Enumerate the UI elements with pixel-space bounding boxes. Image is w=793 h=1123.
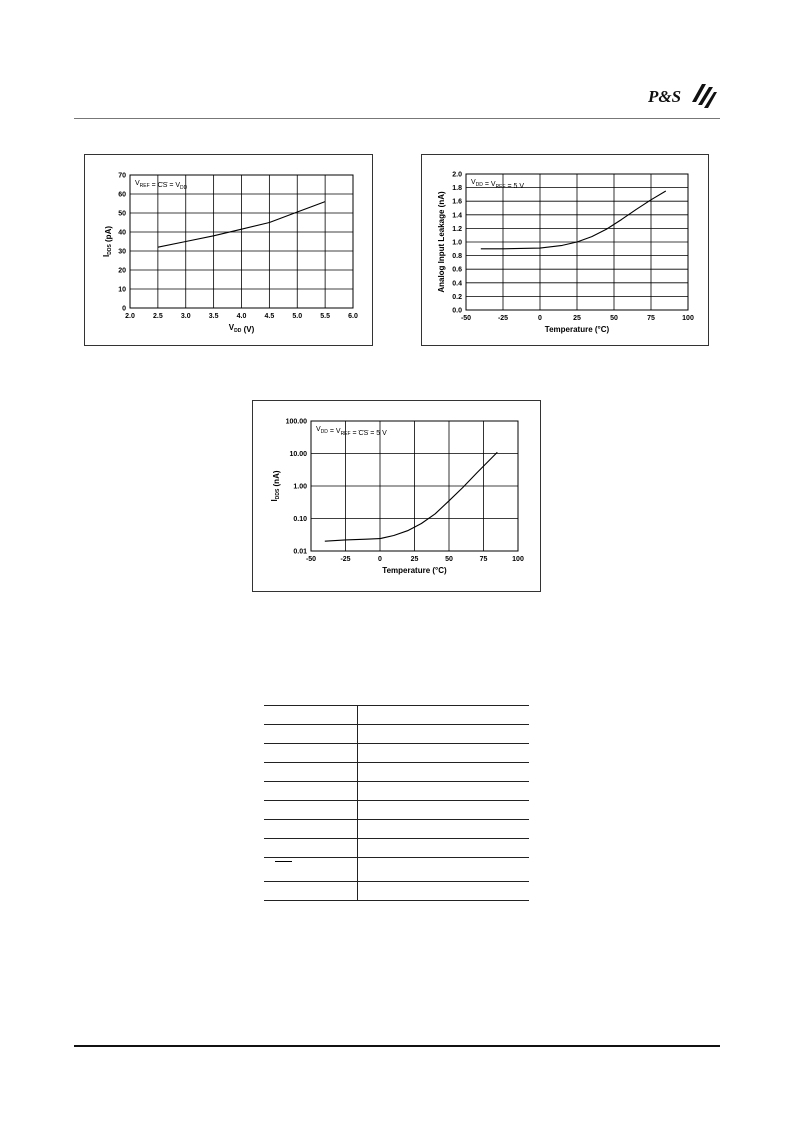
table-cell-name xyxy=(264,858,358,882)
x-tick-label: -25 xyxy=(340,556,351,563)
x-axis-label: Temperature (°C) xyxy=(544,325,610,334)
table-row xyxy=(264,744,529,763)
x-tick-label: 2.0 xyxy=(125,313,135,320)
y-tick-label: 0.10 xyxy=(293,516,307,523)
y-tick-label: 70 xyxy=(118,172,126,180)
x-tick-label: 0 xyxy=(378,556,382,563)
x-tick-label: 100 xyxy=(512,556,524,563)
table-cell-value xyxy=(358,763,530,782)
y-tick-label: 1.6 xyxy=(452,198,462,206)
x-tick-label: 75 xyxy=(647,315,655,322)
x-tick-label: 25 xyxy=(573,315,581,322)
x-tick-label: -50 xyxy=(305,556,317,563)
x-axis-label: $V_{DD}$ (V) xyxy=(228,323,255,334)
table-row xyxy=(264,858,529,882)
x-tick-label: 2.5 xyxy=(153,313,163,320)
y-tick-label: 10 xyxy=(118,286,126,294)
chart-analog-input-leakage xyxy=(421,154,709,346)
table-cell-name xyxy=(264,839,358,858)
y-tick-label: 0.01 xyxy=(293,548,307,556)
chart-analog-input-leakage-svg xyxy=(422,155,710,347)
x-tick-label: 50 xyxy=(445,556,453,563)
x-tick-label: 50 xyxy=(610,315,618,322)
table-cell-name xyxy=(264,882,358,901)
y-tick-label: 0.0 xyxy=(452,307,462,315)
table-cell-name xyxy=(264,725,358,744)
x-tick-label: 6.0 xyxy=(348,313,358,320)
y-tick-label: 1.2 xyxy=(452,225,462,233)
x-tick-label: -25 xyxy=(497,315,509,322)
y-tick-label: 2.0 xyxy=(452,171,462,179)
y-tick-label: 40 xyxy=(118,229,126,237)
y-tick-label: 1.00 xyxy=(293,483,307,491)
table-cell-name xyxy=(264,706,358,725)
chart-idds-vs-temperature-svg xyxy=(253,401,542,593)
y-tick-label: 1.4 xyxy=(452,212,462,220)
table-row xyxy=(264,725,529,744)
y-tick-label: 10.00 xyxy=(289,451,307,458)
series-line xyxy=(481,191,666,249)
x-tick-label: 4.0 xyxy=(236,313,247,320)
table-row xyxy=(264,839,529,858)
series-line xyxy=(325,452,498,541)
table-cell-value xyxy=(358,839,530,858)
chart-idds-vs-vdd-svg xyxy=(85,155,374,347)
x-tick-label: 3.5 xyxy=(208,313,219,320)
y-tick-label: 20 xyxy=(118,267,126,275)
x-tick-label: 75 xyxy=(479,556,488,563)
specification-table xyxy=(264,705,529,901)
header-divider xyxy=(74,118,720,119)
x-tick-label: 25 xyxy=(410,556,419,563)
table-cell-name xyxy=(264,820,358,839)
y-tick-label: 100.00 xyxy=(285,418,307,426)
x-tick-label: 5.0 xyxy=(292,313,303,320)
y-axis-label: Analog Input Leakage (nA) xyxy=(437,191,446,293)
chart-annotation: $V_{DD} = V_{REF} = 5$ V xyxy=(471,179,525,190)
table-cell-name xyxy=(264,744,358,763)
table-row xyxy=(264,782,529,801)
overbar-mark xyxy=(275,861,292,862)
table-row xyxy=(264,820,529,839)
y-tick-label: 0.8 xyxy=(452,253,462,261)
table-cell-value xyxy=(358,744,530,763)
x-tick-label: -50 xyxy=(460,315,472,322)
y-tick-label: 60 xyxy=(118,191,126,199)
table-cell-name xyxy=(264,763,358,782)
table-cell-value xyxy=(358,820,530,839)
y-axis-label: $I_{DDS}$ (pA) xyxy=(102,225,113,258)
x-tick-label: 100 xyxy=(682,315,694,322)
table-cell-value xyxy=(358,706,530,725)
table-row xyxy=(264,706,529,725)
x-tick-label: 0 xyxy=(538,315,542,322)
y-tick-label: 1.0 xyxy=(452,239,462,247)
y-tick-label: 0.2 xyxy=(452,293,462,301)
table-cell-value xyxy=(358,801,530,820)
ps-logo xyxy=(646,80,718,112)
chart-annotation: $V_{DD} = V_{REF}$ = CS = 5 V xyxy=(316,426,387,437)
footer-divider xyxy=(74,1045,720,1047)
table-row xyxy=(264,882,529,901)
y-tick-label: 30 xyxy=(118,248,126,256)
chart-annotation: $V_{REF}$ = CS = $V_{DD}$ xyxy=(135,180,188,191)
table-cell-value xyxy=(358,882,530,901)
y-tick-label: 0.6 xyxy=(452,266,462,274)
table-row xyxy=(264,763,529,782)
table-cell-name xyxy=(264,782,358,801)
table-cell-value xyxy=(358,725,530,744)
table-row xyxy=(264,801,529,820)
x-tick-label: 5.5 xyxy=(320,313,330,320)
y-axis-label: $I_{DDS}$ (nA) xyxy=(270,470,281,502)
y-tick-label: 50 xyxy=(118,210,126,218)
y-tick-label: 0 xyxy=(122,305,126,313)
x-tick-label: 3.0 xyxy=(180,313,191,320)
table-cell-value xyxy=(358,858,530,882)
y-tick-label: 1.8 xyxy=(452,185,462,193)
table-cell-name xyxy=(264,801,358,820)
y-tick-label: 0.4 xyxy=(452,280,462,288)
table-cell-value xyxy=(358,782,530,801)
x-axis-label: Temperature (°C) xyxy=(382,566,447,575)
chart-idds-vs-vdd xyxy=(84,154,373,346)
svg-text:P&S: P&S xyxy=(648,87,682,106)
x-tick-label: 4.5 xyxy=(264,313,275,320)
chart-idds-vs-temperature xyxy=(252,400,541,592)
